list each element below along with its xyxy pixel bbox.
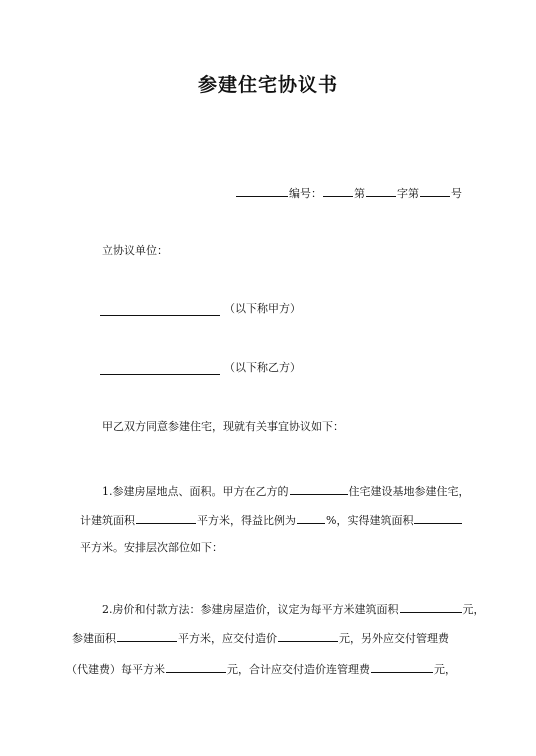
blank-number-3 (420, 184, 450, 197)
clause1-text-a: 1.参建房屋地点、面积。甲方在乙方的 (102, 485, 289, 498)
party-a-blank (100, 314, 220, 316)
blank-number-2 (366, 184, 396, 197)
clause1-text-c: 计建筑面积 (80, 514, 135, 527)
clause2-text-a: 2.房价和付款方法：参建房屋造价，议定为每平方米建筑面积 (102, 603, 399, 616)
blank-join-area (117, 629, 177, 642)
clause1-text-b: 住宅建设基地参建住宅， (348, 485, 470, 498)
clause2-line3 (66, 660, 456, 677)
clause1-text-d: 平方米，得益比例为 (197, 514, 296, 527)
blank-ratio (297, 511, 325, 524)
label-di: 第 (354, 187, 365, 200)
intro-text: 甲乙双方同意参建住宅，现就有关事宜协议如下： (102, 420, 344, 433)
clause1-line2 (80, 511, 463, 528)
clause1-text-e: %，实得建筑面积 (326, 514, 414, 527)
clause2-line2 (72, 629, 449, 646)
label-zidi: 字第 (397, 187, 419, 200)
blank-number-1 (323, 184, 353, 197)
party-a-suffix: （以下称甲方） (224, 302, 301, 315)
blank-fee-per-sqm (166, 660, 226, 673)
label-hao: 号 (451, 187, 462, 200)
clause2-text-f: （代建费）每平方米 (66, 663, 165, 676)
party-b-blank (100, 373, 220, 375)
clause2-text-c: 参建面积 (72, 632, 116, 645)
clause2-text-e: 元，另外应交付管理费 (339, 632, 449, 645)
parties-heading: 立协议单位： (102, 244, 168, 257)
number-line (235, 184, 462, 201)
party-b-suffix: （以下称乙方） (224, 361, 301, 374)
blank-unit-price (400, 600, 462, 613)
document-title: 参建住宅协议书 (197, 74, 338, 96)
clause2-text-h: 元， (434, 663, 456, 676)
clause2-text-d: 平方米，应交付造价 (178, 632, 277, 645)
clause2-text-g: 元，合计应交付造价连管理费 (227, 663, 370, 676)
label-bianhao: 编号： (289, 187, 322, 200)
blank-cost (278, 629, 338, 642)
clause2-line1 (102, 600, 485, 617)
blank-prefix (236, 184, 288, 197)
clause1-line3: 平方米。安排层次部位如下： (80, 541, 223, 554)
blank-base-name (290, 482, 348, 495)
clause1-line1 (102, 482, 470, 499)
clause2-text-b: 元， (462, 603, 485, 616)
blank-total (371, 660, 433, 673)
blank-actual-area (414, 511, 462, 524)
blank-building-area (136, 511, 196, 524)
